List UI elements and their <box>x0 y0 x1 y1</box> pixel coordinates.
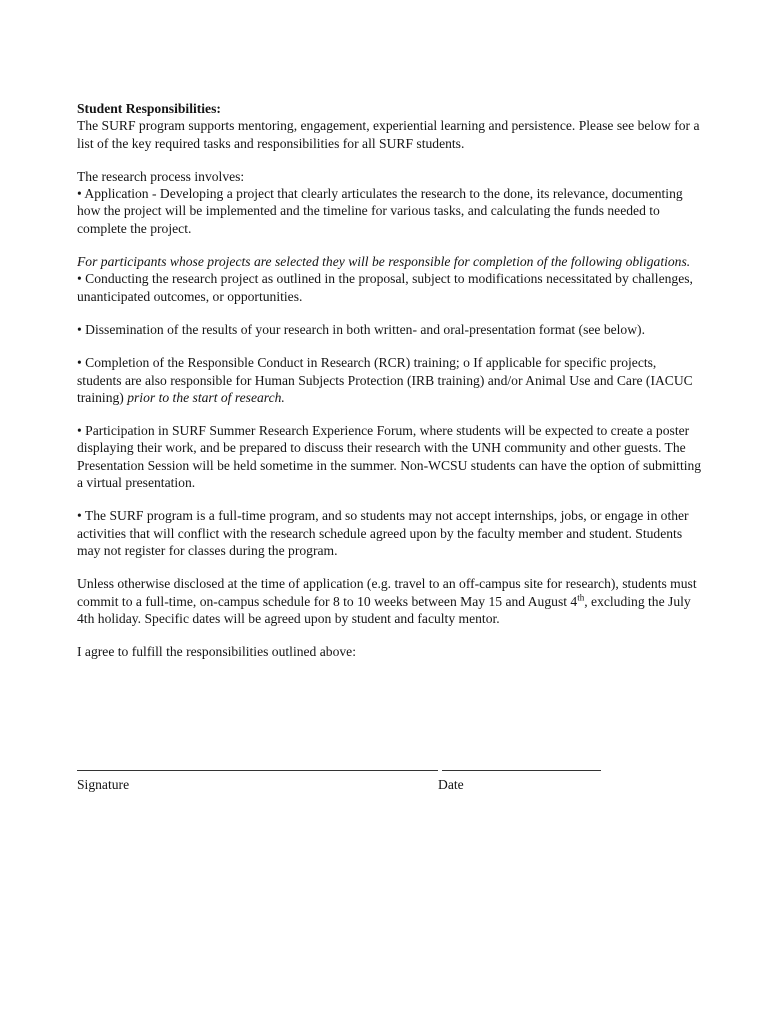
participants-note: For participants whose projects are selected they will be responsible for completion of the following obligations. <box>77 254 691 270</box>
process-label: The research process involves: <box>77 168 245 184</box>
rcr-item <box>77 354 702 406</box>
schedule-paragraph <box>77 575 702 627</box>
schedule-superscript: th <box>577 592 585 602</box>
rcr-item-text: • Completion of the Responsible Conduct in Research (RCR) training; o If applicable for specific projects, students are also responsible for Human Subjects Protection (IRB training) and/or Animal Use and Care (IACUC training) <box>77 355 693 405</box>
document-body <box>77 100 702 676</box>
signature-block <box>77 756 617 796</box>
forum-item: • Participation in SURF Summer Research Experience Forum, where students will be expected to create a poster displaying their work, and be prepared to discuss their research with the UNH community and other guests. The Presentation Session will be held sometime in the summer. Non-WCSU students can have the option of submitting a virtual presentation. <box>77 423 702 491</box>
signature-label: Signature <box>77 777 130 792</box>
application-item: • Application - Developing a project that clearly articulates the research to the done, its relevance, documenting how the project will be implemented and the timeline for various tasks, and calculating the funds needed to complete the project. <box>77 186 683 236</box>
fulltime-item: • The SURF program is a full-time program, and so students may not accept internships, jobs, or engage in other activities that will conflict with the research schedule agreed upon by the faculty member and student. Students may not register for classes during the program. <box>77 508 689 558</box>
intro-paragraph: The SURF program supports mentoring, engagement, experiential learning and persistence. Please see below for a list of the key required tasks and responsibilities for all SURF students. <box>77 118 700 151</box>
agreement-statement: I agree to fulfill the responsibilities outlined above: <box>77 644 356 660</box>
date-label: Date <box>438 777 464 792</box>
date-line[interactable] <box>442 770 601 771</box>
conducting-item: • Conducting the research project as outlined in the proposal, subject to modifications necessitated by challenges, unanticipated outcomes, or opportunities. <box>77 271 693 304</box>
rcr-item-emphasis: prior to the start of research. <box>127 389 285 405</box>
dissemination-item: • Dissemination of the results of your research in both written- and oral-presentation format (see below). <box>77 321 645 337</box>
signature-line[interactable] <box>77 770 438 771</box>
schedule-text-before: Unless otherwise disclosed at the time of application (e.g. travel to an off-campus site for research), students must commit to a full-time, on-campus schedule for 8 to 10 weeks between May 15 and August 4 <box>77 576 697 609</box>
section-heading: Student Responsibilities: <box>77 101 221 116</box>
schedule-text-after: , excluding the July 4th holiday. Specific dates will be agreed upon by student and faculty mentor. <box>77 593 691 626</box>
